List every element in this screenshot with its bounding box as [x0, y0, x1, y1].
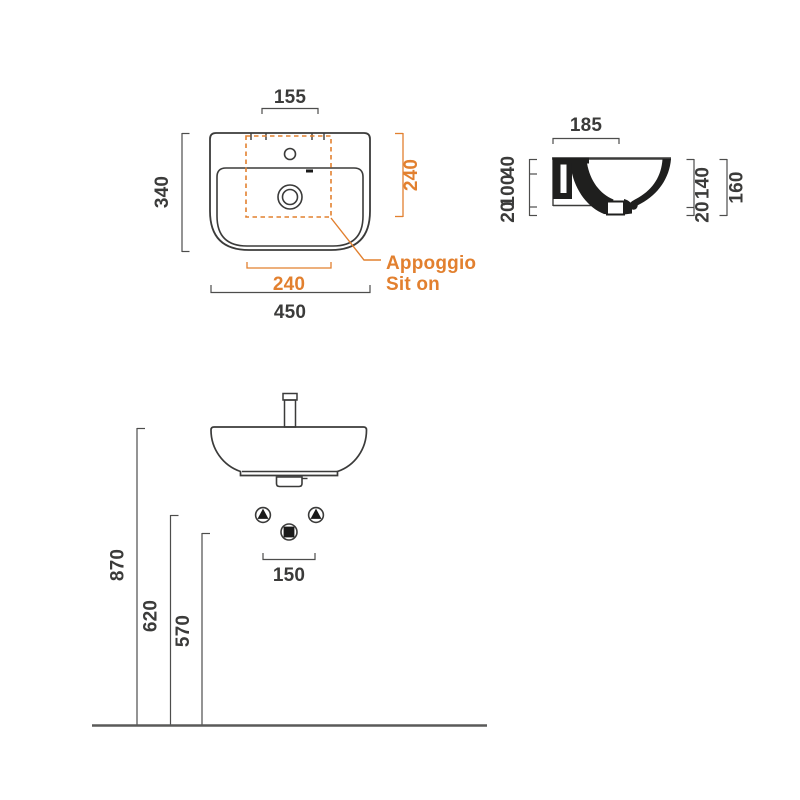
- dim-label-570: 570: [173, 614, 194, 648]
- water-supply-symbol-right: [309, 508, 324, 523]
- dim-lines-870: [137, 428, 145, 725]
- dim-lines-left-stack: [530, 159, 538, 216]
- water-supply-symbol-left: [256, 508, 271, 523]
- square-icon: [284, 527, 295, 538]
- waste-outlet-symbol: [281, 524, 297, 540]
- front-tap-body: [285, 400, 296, 427]
- front-tap-cap: [283, 394, 297, 401]
- side-front-rim-nub: [629, 201, 637, 209]
- plan-basin-outer-outline: [210, 133, 370, 250]
- plan-tap-hole: [285, 149, 296, 160]
- plan-drain-inner: [283, 190, 298, 205]
- dim-bracket-150: [263, 553, 315, 560]
- front-waste-trap: [277, 477, 303, 487]
- dim-lines-570: [202, 533, 210, 725]
- sit-on-callout-line2: Sit on: [386, 274, 440, 295]
- dim-label-140: 140: [692, 166, 714, 200]
- sit-on-callout-line1: Appoggio: [386, 253, 477, 274]
- triangle-icon: [258, 509, 269, 519]
- plan-basin-inner-bowl-outline: [217, 168, 363, 246]
- dim-label-870: 870: [107, 548, 129, 582]
- dim-label-620: 620: [140, 599, 162, 633]
- dim-label-185: 185: [569, 115, 603, 136]
- dim-bracket-185: [553, 139, 619, 145]
- dim-label-450: 450: [273, 302, 307, 323]
- dim-lines-340: [182, 133, 190, 252]
- dim-label-155: 155: [273, 87, 307, 108]
- plan-view: [152, 87, 476, 323]
- dim-label-340: 340: [152, 175, 173, 209]
- dim-label-100: 100: [498, 174, 519, 207]
- dim-label-40: 40: [498, 155, 519, 178]
- dim-label-160: 160: [726, 171, 748, 204]
- dim-bracket-240-bottom: [247, 262, 331, 268]
- side-bowl-front-wall-section: [630, 159, 671, 207]
- dim-label-240-bottom: 240: [272, 274, 306, 295]
- dim-bracket-155: [262, 109, 318, 115]
- triangle-icon: [311, 509, 322, 519]
- dim-label-20-right: 20: [692, 201, 714, 223]
- dim-label-150: 150: [272, 565, 306, 586]
- dim-label-240-right: 240: [401, 158, 422, 192]
- plan-overflow-slot: [306, 170, 313, 173]
- front-basin-outline: [211, 427, 367, 476]
- dim-label-20-left: 20: [498, 201, 519, 223]
- side-section-view: [498, 115, 748, 223]
- side-drain-section: [607, 202, 624, 215]
- plan-drain-outer: [278, 185, 302, 209]
- front-elevation-view: [92, 394, 487, 726]
